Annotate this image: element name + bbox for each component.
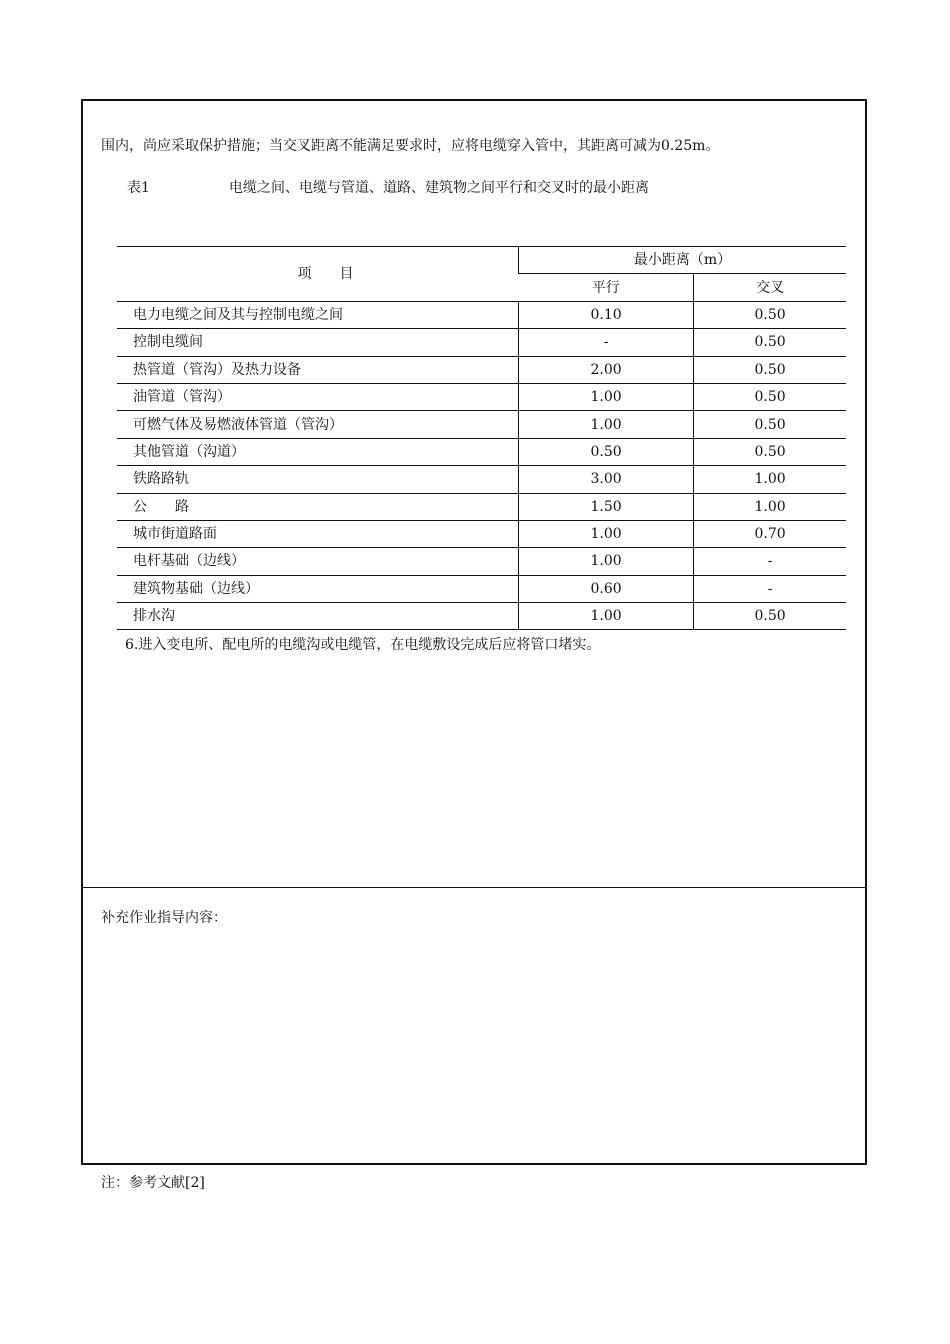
row-parallel: 3.00	[518, 466, 693, 493]
parallel-header: 平行	[518, 274, 693, 301]
table-row	[117, 438, 846, 465]
row-item: 公 路	[117, 493, 518, 520]
row-item: 电力电缆之间及其与控制电缆之间	[117, 301, 518, 328]
row-cross: 0.70	[694, 520, 846, 547]
row-cross: 0.50	[694, 411, 846, 438]
row-cross: 0.50	[694, 603, 846, 630]
min-distance-table	[117, 246, 846, 630]
item-header: 项 目	[117, 247, 518, 302]
table-row	[117, 493, 846, 520]
row-item: 电杆基础（边线）	[117, 548, 518, 575]
row-item: 城市街道路面	[117, 520, 518, 547]
row-cross: -	[694, 548, 846, 575]
footnote: 注：参考文献[2]	[101, 1175, 205, 1191]
table-caption-title: 电缆之间、电缆与管道、道路、建筑物之间平行和交叉时的最小距离	[229, 180, 649, 196]
row-cross: 1.00	[694, 493, 846, 520]
distance-header: 最小距离（m）	[518, 247, 846, 274]
row-parallel: -	[518, 329, 693, 356]
intro-line: 围内，尚应采取保护措施；当交叉距离不能满足要求时，应将电缆穿入管中，其距离可减为0.25m。	[101, 138, 720, 154]
row-parallel: 1.00	[518, 520, 693, 547]
row-cross: 0.50	[694, 329, 846, 356]
supplement-label: 补充作业指导内容：	[101, 910, 227, 926]
row-parallel: 0.60	[518, 575, 693, 602]
row-parallel: 1.00	[518, 383, 693, 410]
row-item: 铁路路轨	[117, 466, 518, 493]
row-item: 可燃气体及易燃液体管道（管沟）	[117, 411, 518, 438]
note-6: 6.进入变电所、配电所的电缆沟或电缆管，在电缆敷设完成后应将管口堵实。	[125, 637, 601, 653]
row-cross: 0.50	[694, 356, 846, 383]
table-header-row	[117, 247, 846, 274]
table-row	[117, 603, 846, 630]
row-parallel: 0.50	[518, 438, 693, 465]
table-row	[117, 383, 846, 410]
row-item: 建筑物基础（边线）	[117, 575, 518, 602]
row-cross: 0.50	[694, 301, 846, 328]
table-row	[117, 329, 846, 356]
table-row	[117, 575, 846, 602]
document-frame	[81, 99, 867, 1165]
row-cross: 1.00	[694, 466, 846, 493]
row-parallel: 1.00	[518, 548, 693, 575]
row-parallel: 1.50	[518, 493, 693, 520]
table-row	[117, 548, 846, 575]
row-item: 油管道（管沟）	[117, 383, 518, 410]
row-parallel: 1.00	[518, 411, 693, 438]
row-cross: -	[694, 575, 846, 602]
row-parallel: 2.00	[518, 356, 693, 383]
row-cross: 0.50	[694, 438, 846, 465]
row-item: 其他管道（沟道）	[117, 438, 518, 465]
row-parallel: 0.10	[518, 301, 693, 328]
table-row	[117, 411, 846, 438]
supplement-section	[83, 888, 865, 1163]
table-caption-label: 表1	[127, 180, 150, 196]
row-item: 排水沟	[117, 603, 518, 630]
table-row	[117, 301, 846, 328]
table-row	[117, 520, 846, 547]
table-row	[117, 356, 846, 383]
guidance-section	[83, 101, 865, 888]
row-item: 控制电缆间	[117, 329, 518, 356]
row-item: 热管道（管沟）及热力设备	[117, 356, 518, 383]
row-cross: 0.50	[694, 383, 846, 410]
cross-header: 交叉	[694, 274, 846, 301]
row-parallel: 1.00	[518, 603, 693, 630]
table-row	[117, 466, 846, 493]
